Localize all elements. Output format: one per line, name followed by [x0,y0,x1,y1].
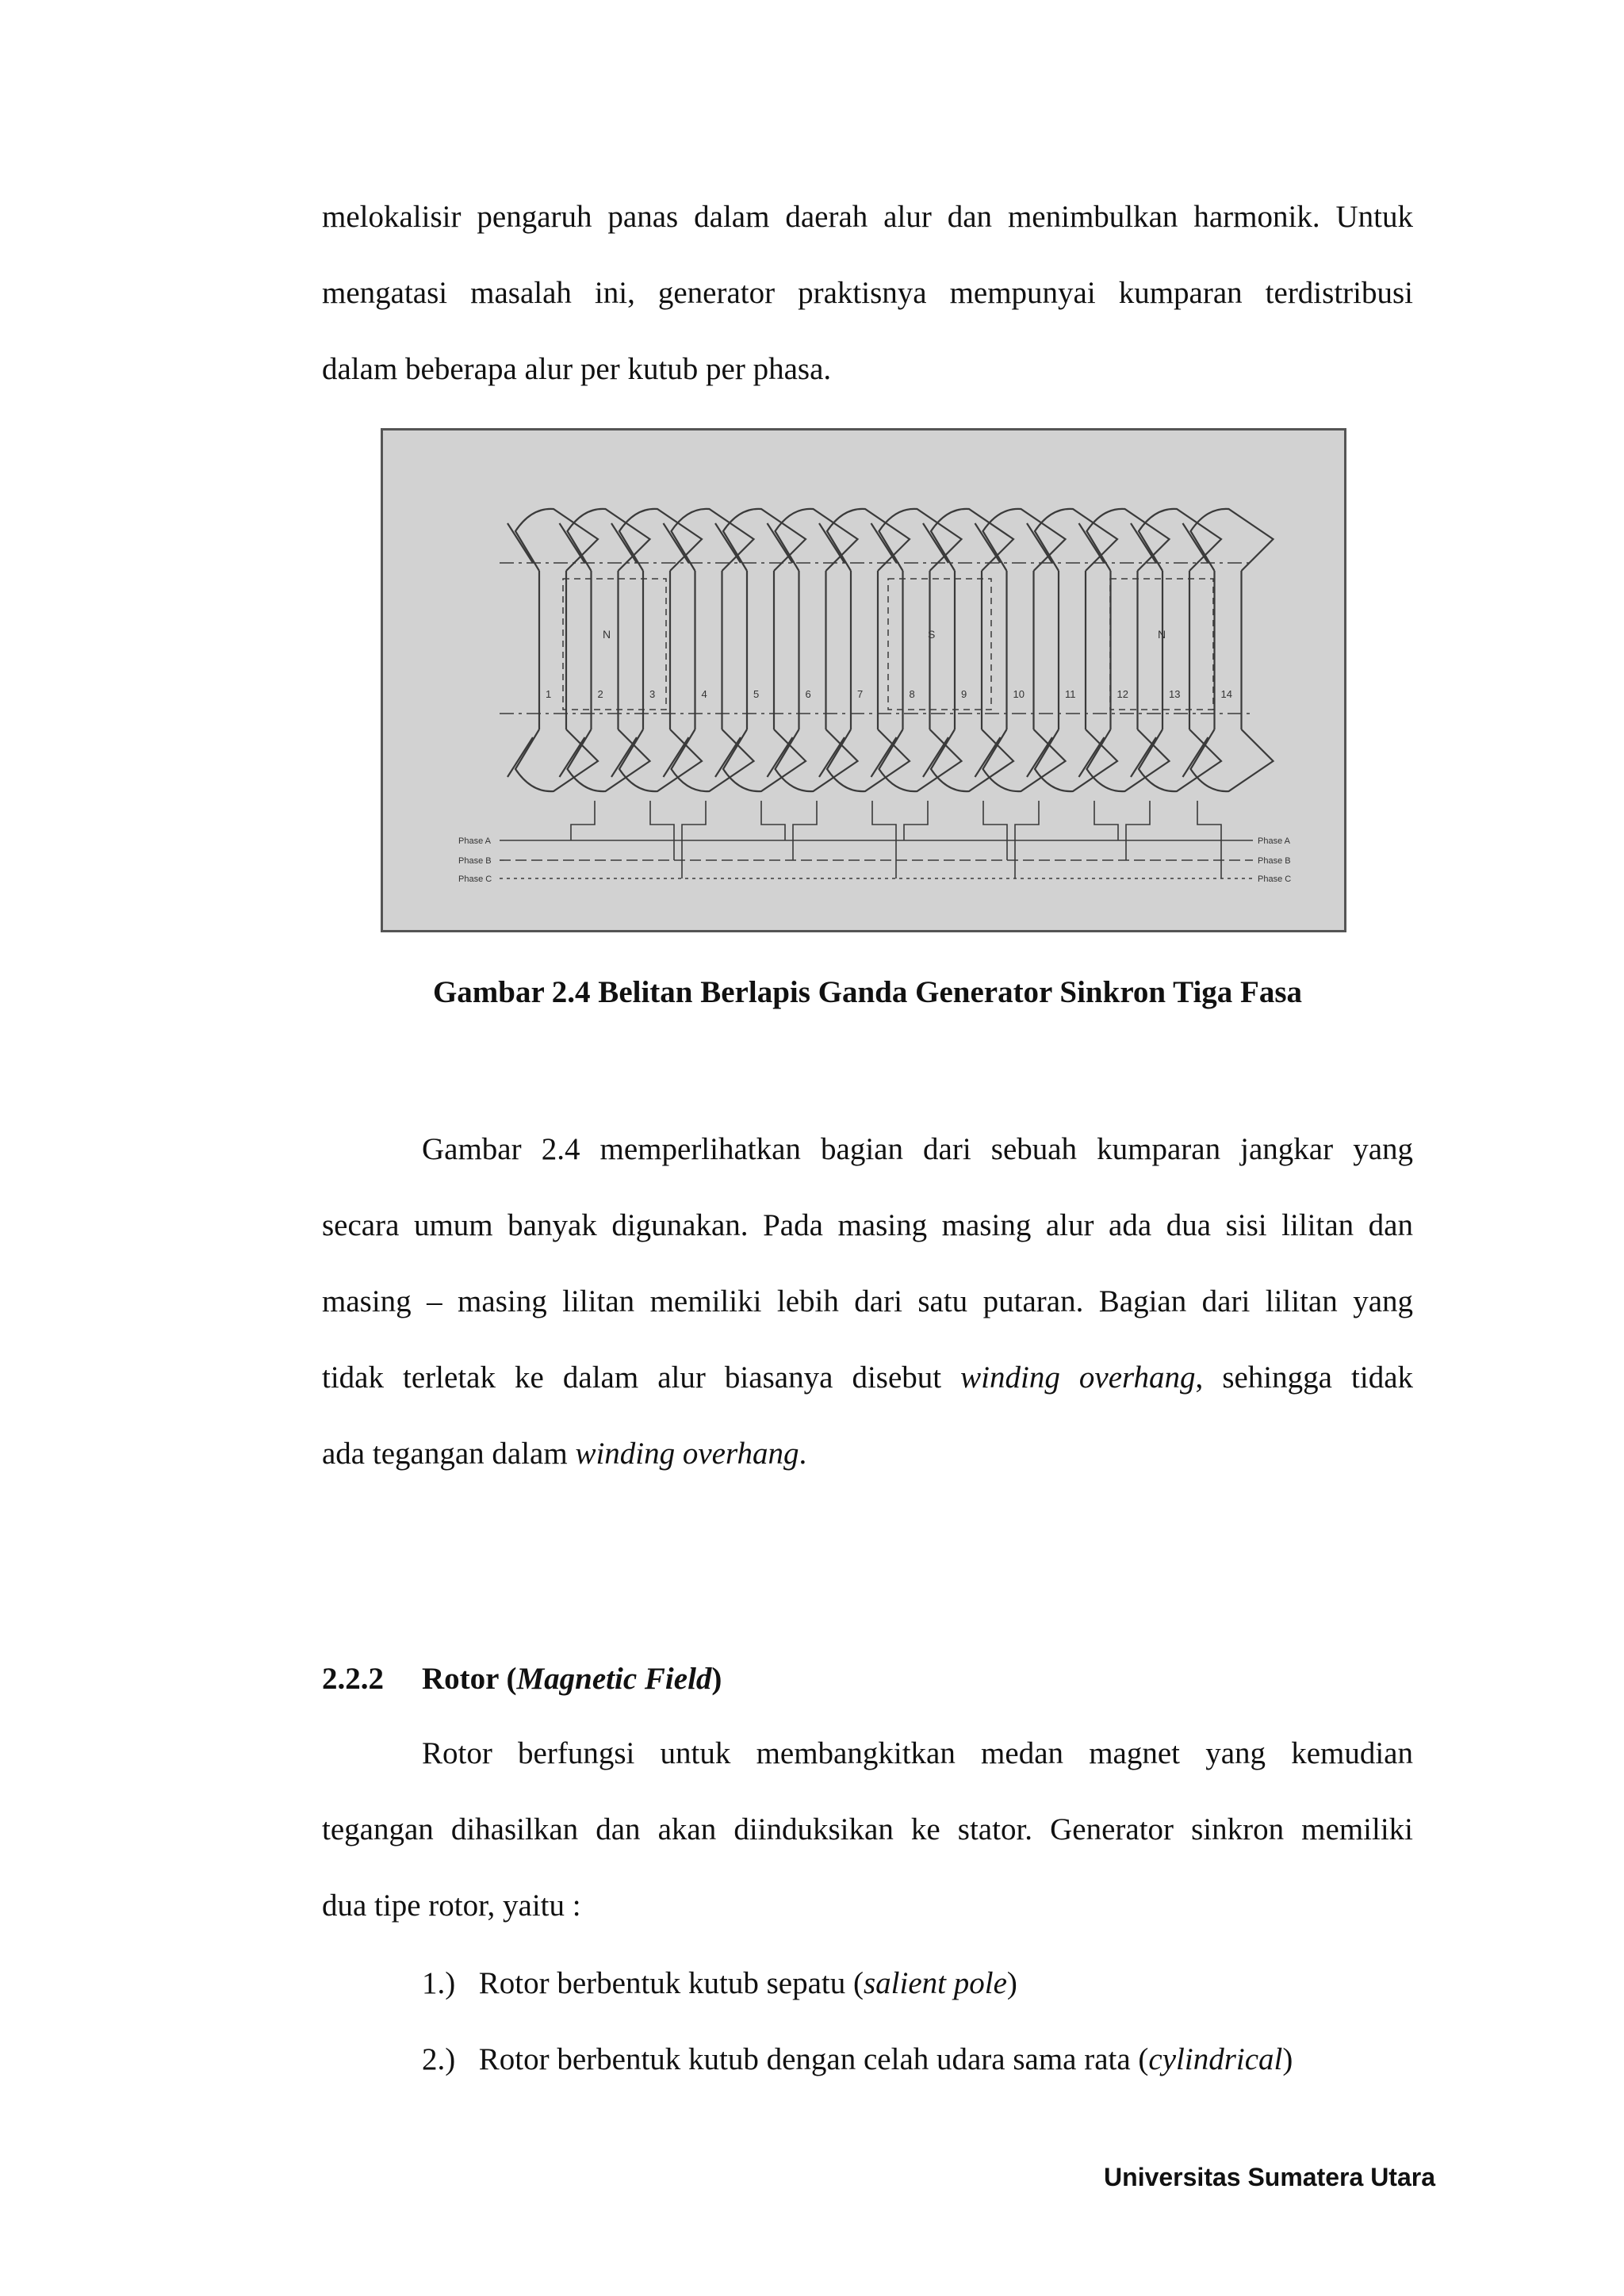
section-number: 2.2.2 [322,1662,384,1696]
slot-number: 12 [1116,688,1128,700]
p2-line-5 [322,1416,1413,1492]
rotor-type-list [422,1961,1017,2006]
slot-number: 13 [1169,688,1181,700]
slot-number: 5 [753,688,760,700]
paragraph-2 [322,1112,1413,1492]
slot-number: 8 [909,688,915,700]
slot-number: 3 [649,688,656,700]
list-item-end: ) [1006,1966,1017,2000]
phase-label-left: Phase B [458,856,492,866]
slot-number: 4 [701,688,707,700]
phase-label-right: Phase B [1258,856,1291,866]
p2-line-4-a: tidak terletak ke dalam alur biasanya disebut [322,1360,942,1395]
pole-label: S [928,628,936,641]
slot-number: 6 [805,688,811,700]
pole-label: N [603,628,611,641]
slot-number: 9 [961,688,967,700]
p2-line-4 [322,1340,1413,1416]
p2-line-5-b: . [799,1437,807,1471]
p2-line-3: masing – masing lilitan memiliki lebih dari satu putaran. Bagian dari lilitan yang [322,1284,1413,1318]
winding-diagram-figure [381,428,1346,932]
phase-label-left: Phase A [458,836,491,846]
list-item-number: 1.) [422,1966,456,2000]
slot-number: 1 [546,688,552,700]
paragraph-3 [322,1716,1413,1944]
intro-line-1: melokalisir pengaruh panas dalam daerah alur dan menimbulkan harmonik. Untuk [322,200,1413,234]
list-item-number: 2.) [422,2042,456,2076]
p3-line-3: dua tipe rotor, yaitu : [322,1888,581,1923]
slot-number: 14 [1220,688,1232,700]
list-item-em: salient pole [863,1966,1007,2000]
list-item-text: Rotor berbentuk kutub sepatu ( [478,1966,864,2000]
p2-line-2: secara umum banyak digunakan. Pada masing masing alur ada dua sisi lilitan dan [322,1208,1413,1242]
p3-line-2: tegangan dihasilkan dan akan diinduksikan ke stator. Generator sinkron memiliki [322,1812,1413,1846]
slot-number: 11 [1065,688,1076,700]
p2-line-1: Gambar 2.4 memperlihatkan bagian dari sebuah kumparan jangkar yang [422,1132,1413,1166]
section-title-b: ) [711,1662,722,1696]
figure-caption: Gambar 2.4 Belitan Berlapis Ganda Generator Sinkron Tiga Fasa [432,975,1303,1009]
p2-line-5-a: ada tegangan dalam [322,1437,568,1471]
phase-label-right: Phase A [1258,836,1290,846]
p2-line-4-em: winding overhang [960,1360,1196,1395]
list-item-end: ) [1282,2042,1293,2076]
list-item-em: cylindrical [1148,2042,1283,2076]
p3-line-1: Rotor berfungsi untuk membangkitkan medan magnet yang kemudian [422,1736,1413,1770]
p2-line-5-em: winding overhang [575,1437,799,1471]
winding-diagram [381,428,1346,932]
slot-number: 7 [857,688,864,700]
section-heading [322,1657,722,1701]
phase-label-left: Phase C [458,874,492,884]
intro-line-2: mengatasi masalah ini, generator praktisnya mempunyai kumparan terdistribusi [322,276,1413,310]
footer-university: Universitas Sumatera Utara [1104,2163,1435,2191]
section-title-a: Rotor ( [422,1662,517,1696]
slot-number: 10 [1013,688,1025,700]
list-item-text: Rotor berbentuk kutub dengan celah udara sama rata ( [478,2042,1149,2076]
list-item [422,2038,1293,2082]
figure-frame [381,429,1346,932]
intro-paragraph [322,179,1413,408]
list-item [422,1961,1017,2006]
slot-number: 2 [597,688,603,700]
pole-label: N [1158,628,1166,641]
p2-line-4-b: , sehingga tidak [1195,1360,1413,1395]
section-title-em: Magnetic Field [516,1662,712,1696]
phase-label-right: Phase C [1258,874,1292,884]
intro-line-3: dalam beberapa alur per kutub per phasa. [322,352,832,386]
rotor-type-list-2 [422,2038,1293,2082]
